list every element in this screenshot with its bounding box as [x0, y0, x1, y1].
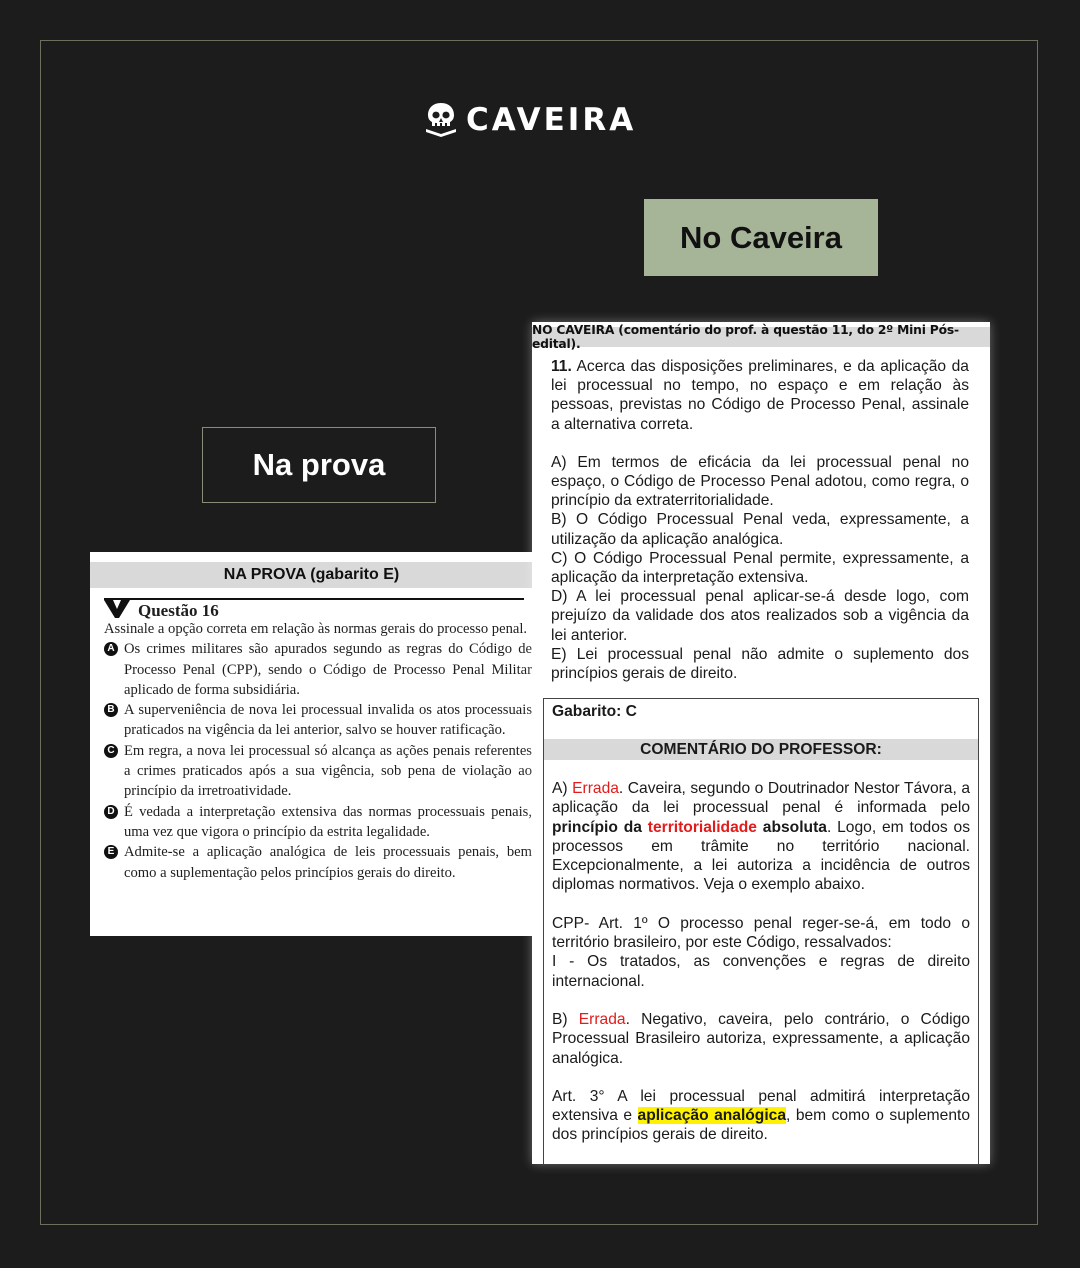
prova-body [104, 619, 532, 883]
caveira-option-d: D) A lei processual penal aplicar-se-á desde logo, com prejuízo da validade dos atos realizados sob a vigência da lei anterior. [551, 588, 969, 644]
caveira-header: NO CAVEIRA (comentário do prof. à questão 11, do 2º Mini Pós-edital). [532, 327, 990, 347]
prova-header: NA PROVA (gabarito E) [90, 562, 533, 588]
option-text: A superveniência de nova lei processual invalida os atos processuais praticados na vigência da lei anterior, salvo se houver ratificação. [124, 702, 532, 739]
option-letter-badge: C [104, 744, 118, 758]
na-prova-label: Na prova [202, 427, 436, 503]
prova-option-a [104, 639, 532, 700]
comment-text: Art. 3° A lei processual penal admitirá interpretação extensiva e [552, 1087, 970, 1125]
comment-a [552, 779, 970, 895]
option-letter-badge: D [104, 805, 118, 819]
caveira-option-b: B) O Código Processual Penal veda, expressamente, a utilização da aplicação analógica. [551, 511, 969, 548]
option-letter-badge: E [104, 845, 118, 859]
stem-text: Acerca das disposições preliminares, e da aplicação da lei processual no tempo, no espaço e em relação às pessoas, previstas no Código de Processo Penal, assinale a alternativa correta. [551, 358, 969, 433]
prova-option-e [104, 842, 532, 883]
brand-logo [424, 100, 636, 140]
prova-option-c [104, 741, 532, 802]
comment-text: . Caveira, segundo o Doutrinador Nestor Távora, a aplicação da lei processual penal é informada pelo [552, 780, 970, 817]
prova-stem: Assinale a opção correta em relação às normas gerais do processo penal. [104, 621, 528, 637]
question-title-text: Questão 16 [138, 601, 219, 620]
option-text: Admite-se a aplicação analógica de leis processuais penais, bem como a suplementação pelos princípios gerais do direito. [124, 844, 532, 881]
highlighted-text: aplicação analógica [637, 1107, 787, 1125]
wrong-tag: Errada [578, 1010, 626, 1028]
wrong-tag: Errada [572, 780, 619, 797]
caveira-option-e: E) Lei processual penal não admite o suplemento dos princípios gerais de direito. [551, 645, 969, 683]
cpp-article-1: CPP- Art. 1º O processo penal reger-se-á, em todo o território brasileiro, por este Código, ressalvados: [552, 914, 970, 952]
option-text: Os crimes militares são apurados segundo as regras do Código de Processo Penal (CPP), sendo o Código de Processo Penal Militar aplicado de forma subsidiária. [124, 641, 532, 698]
bold-text: absoluta [756, 818, 827, 836]
bold-text: princípio da [552, 818, 648, 836]
caveira-card [532, 322, 990, 1164]
red-bold-text: territorialidade [647, 818, 757, 836]
no-caveira-label: No Caveira [644, 199, 878, 276]
prova-option-d [104, 802, 532, 843]
caveira-question [551, 357, 969, 683]
caveira-option-c: C) O Código Processual Penal permite, expressamente, a aplicação da interpretação extensiva. [551, 549, 969, 587]
comment-text: , bem como o suplemento dos princípios gerais de direito. [552, 1107, 971, 1144]
brand-name: CAVEIRA [466, 102, 637, 138]
prova-option-b [104, 700, 532, 741]
comment-text: . Logo, em todos os processos em trâmite no território nacional. Excepcionalmente, a lei autoriza a incidência de outros diplomas normativos. Veja o exemplo abaixo. [552, 818, 971, 894]
caveira-option-a: A) Em termos de eficácia da lei processual penal no espaço, o Código de Processo Penal adotou, como regra, o princípio da extraterritorialidade. [551, 453, 969, 510]
answer-key: Gabarito: C [552, 703, 637, 720]
comment-header: COMENTÁRIO DO PROFESSOR: [544, 739, 978, 760]
comment-prefix: B) [552, 1010, 579, 1028]
cpp-inciso: I - Os tratados, as convenções e regras de direito internacional. [552, 953, 970, 990]
option-letter-badge: A [104, 642, 118, 656]
option-letter-badge: B [104, 703, 118, 717]
caveira-stem [551, 357, 969, 434]
option-text: É vedada a interpretação extensiva das normas processuais penais, uma vez que vigora o princípio da estrita legalidade. [124, 803, 532, 840]
question-number: 11. [551, 358, 572, 375]
comment-body [552, 779, 970, 1145]
cpp-article-3 [552, 1087, 970, 1145]
skull-icon [424, 102, 458, 138]
comment-text: . Negativo, caveira, pelo contrário, o Código Processual Brasileiro autoriza, expressamente, a aplicação analógica. [552, 1010, 970, 1067]
option-text: Em regra, a nova lei processual só alcança as ações penais referentes a crimes praticados após a sua vigência, sob pena de violação ao princípio da irretroatividade. [124, 742, 532, 800]
comment-prefix: A) [552, 780, 573, 797]
answer-box [543, 698, 979, 1164]
prova-card [90, 552, 533, 936]
comment-b [552, 1010, 970, 1068]
